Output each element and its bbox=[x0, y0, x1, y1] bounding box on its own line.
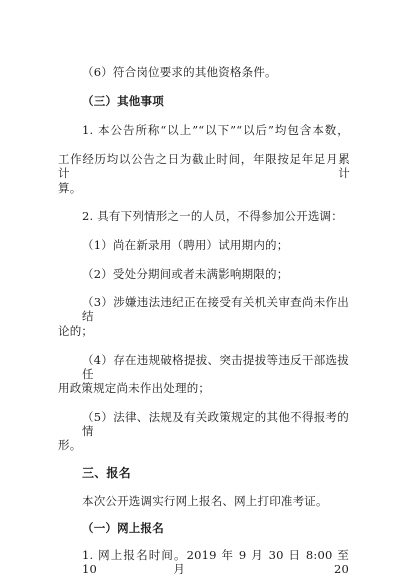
paragraph-line-registration-intro: 本次公开选调实行网上报名、网上打印准考证。 bbox=[82, 494, 328, 508]
list-item-case-5-cont: 形。 bbox=[58, 438, 82, 452]
list-item-case-3: （3）涉嫌违法违纪正在接受有关机关审查尚未作出结 bbox=[82, 295, 349, 323]
paragraph-line-note-1-cont: 工作经历均以公告之日为截止时间，年限按足年足月累计计 bbox=[58, 152, 350, 180]
list-item-case-2: （2）受处分期间或者未满影响期限的； bbox=[82, 267, 289, 281]
paragraph-line-note-1: 1. 本公告所称“以上”“以下”“以后”均包含本数， bbox=[82, 123, 349, 137]
section-heading-other-matters: （三）其他事项 bbox=[82, 94, 164, 108]
subsection-heading-online-registration: （一）网上报名 bbox=[82, 521, 164, 535]
list-item-case-5: （5）法律、法规及有关政策规定的其他不得报考的情 bbox=[82, 410, 349, 438]
paragraph-line-note-2: 2. 具有下列情形之一的人员，不得参加公开选调： bbox=[82, 209, 343, 223]
list-item-case-3-cont: 论的； bbox=[58, 324, 94, 338]
paragraph-line-registration-time: 1. 网上报名时间。2019 年 9 月 30 日 8:00 至 10 月 20 bbox=[82, 548, 349, 576]
paragraph-line-qualification-6: （6）符合岗位要求的其他资格条件。 bbox=[82, 65, 277, 79]
list-item-case-1: （1）尚在新录用（聘用）试用期内的； bbox=[82, 238, 289, 252]
section-heading-registration: 三、报名 bbox=[82, 466, 131, 480]
paragraph-line-note-1-end: 算。 bbox=[58, 181, 82, 195]
list-item-case-4-cont: 用政策规定尚未作出处理的； bbox=[58, 381, 211, 395]
list-item-case-4: （4）存在违规破格提拔、突击提拔等违反干部选拔任 bbox=[82, 353, 349, 381]
